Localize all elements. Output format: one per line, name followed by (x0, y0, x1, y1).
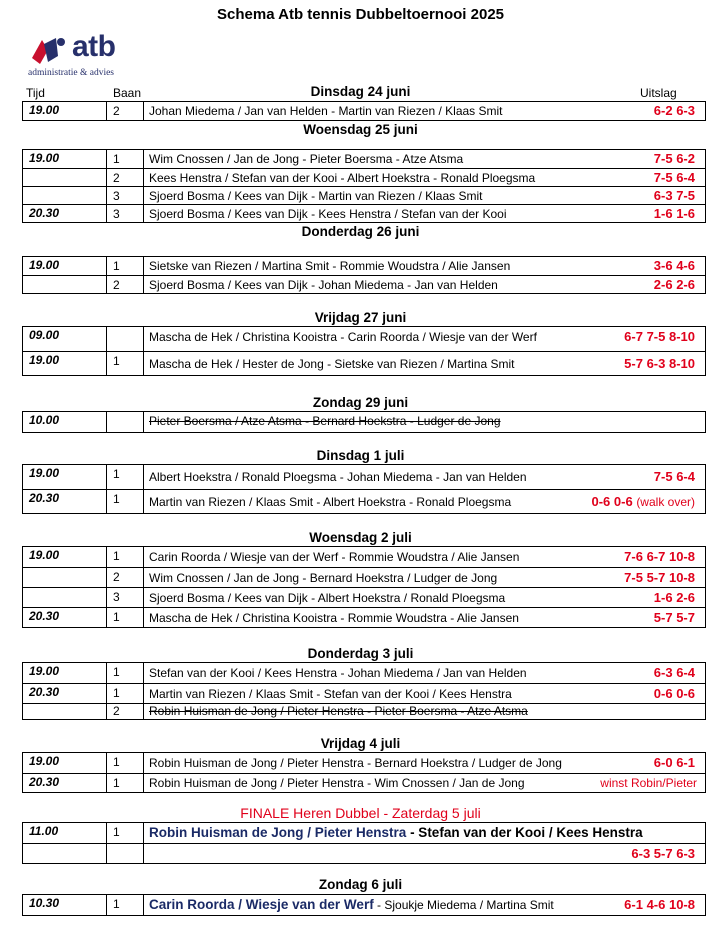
match-table (22, 752, 706, 793)
match-time: 19.00 (23, 150, 107, 168)
match-table (22, 662, 706, 720)
match-court: 2 (107, 276, 144, 293)
match-court: 1 (107, 895, 144, 915)
match-court: 1 (107, 663, 144, 683)
match-court: 1 (107, 823, 144, 843)
atb-logo (28, 30, 168, 80)
match-row (23, 773, 705, 792)
match-time (23, 187, 107, 204)
match-players: Johan Miedema / Jan van Helden - Martin van Riezen / Klaas Smit (149, 104, 503, 118)
match-time: 20.30 (23, 774, 107, 792)
match-court: 1 (107, 352, 144, 375)
match-time (23, 169, 107, 186)
match-row (23, 753, 705, 773)
match-time (23, 568, 107, 587)
match-players-cancelled: Robin Huisman de Jong / Pieter Henstra - Pieter Boersma - Atze Atsma (149, 704, 528, 718)
match-row (23, 186, 705, 204)
match-players: Sietske van Riezen / Martina Smit - Rommie Woudstra / Alie Jansen (149, 259, 511, 273)
match-court: 1 (107, 547, 144, 567)
match-row (23, 257, 705, 275)
match-court: 2 (107, 568, 144, 587)
match-time: 19.00 (23, 753, 107, 773)
match-table (22, 464, 706, 514)
match-time: 19.00 (23, 465, 107, 489)
match-row (23, 663, 705, 683)
opponent-pair: - Stefan van der Kooi / Kees Henstra (406, 825, 643, 840)
match-score: 7-5 6-4 (653, 170, 695, 185)
match-time: 20.30 (23, 608, 107, 627)
day-heading: Dinsdag 24 juni (310, 84, 411, 99)
match-score: 7-6 6-7 10-8 (624, 549, 695, 564)
match-score: 2-6 2-6 (653, 277, 695, 292)
atb-logo-mark-icon (28, 34, 72, 68)
match-row (23, 327, 705, 351)
match-players: Robin Huisman de Jong / Pieter Henstra - Wim Cnossen / Jan de Jong (149, 776, 525, 790)
match-players: Sjoerd Bosma / Kees van Dijk - Albert Hoekstra / Ronald Ploegsma (149, 591, 506, 605)
match-score: 5-7 6-3 8-10 (624, 356, 695, 371)
match-row (23, 567, 705, 587)
match-players: Sjoerd Bosma / Kees van Dijk - Kees Henstra / Stefan van der Kooi (149, 207, 507, 221)
match-court (107, 412, 144, 432)
match-score: 6-2 6-3 (653, 103, 695, 118)
match-score: 1-6 1-6 (653, 206, 695, 221)
match-players: Wim Cnossen / Jan de Jong - Pieter Boersma - Atze Atsma (149, 152, 464, 166)
match-table (22, 894, 706, 916)
match-players: Martin van Riezen / Klaas Smit - Stefan van der Kooi / Kees Henstra (149, 687, 512, 701)
match-row (23, 843, 705, 863)
finalist-pair: Robin Huisman de Jong / Pieter Henstra (149, 825, 407, 840)
match-score: 5-7 5-7 (653, 610, 695, 625)
match-players (149, 895, 705, 915)
finalist-pair: Carin Roorda / Wiesje van der Werf (149, 897, 374, 912)
match-score: 6-3 5-7 6-3 (631, 846, 695, 861)
match-players: Carin Roorda / Wiesje van der Werf - Rommie Woudstra / Alie Jansen (149, 550, 520, 564)
match-row (23, 351, 705, 375)
match-row (23, 204, 705, 222)
column-header-time: Tijd (26, 86, 45, 100)
match-time: 19.00 (23, 547, 107, 567)
match-court: 2 (107, 704, 144, 719)
match-row (23, 150, 705, 168)
day-heading: Dinsdag 1 juli (316, 448, 405, 463)
day-heading: Zondag 6 juli (318, 877, 403, 892)
opponent-pair: - Sjoukje Miedema / Martina Smit (373, 898, 554, 912)
page-title: Schema Atb tennis Dubbeltoernooi 2025 (217, 6, 504, 23)
match-row (23, 412, 705, 432)
match-row (23, 465, 705, 489)
logo-tagline: administratie & advies (28, 68, 115, 78)
match-players: Stefan van der Kooi / Kees Henstra - Johan Miedema / Jan van Helden (149, 666, 527, 680)
match-table (22, 411, 706, 433)
match-court: 1 (107, 150, 144, 168)
match-score: 1-6 2-6 (653, 590, 695, 605)
match-row (23, 102, 705, 120)
column-header-result: Uitslag (640, 86, 677, 100)
match-score-note: (walk over) (636, 495, 695, 509)
match-table (22, 326, 706, 376)
match-time: 19.00 (23, 257, 107, 275)
match-players-cancelled: Pieter Boersma / Atze Atsma - Bernard Hoekstra - Ludger de Jong (149, 414, 501, 428)
day-heading: Vrijdag 4 juli (320, 736, 401, 751)
match-score (591, 490, 695, 514)
day-heading: Vrijdag 27 juni (314, 310, 407, 325)
match-score: 0-6 0-6 (653, 686, 695, 701)
day-heading: Woensdag 25 juni (303, 122, 418, 137)
match-court: 1 (107, 257, 144, 275)
match-court: 1 (107, 753, 144, 773)
match-row (23, 168, 705, 186)
match-score-value: 0-6 0-6 (591, 494, 633, 509)
match-players: Mascha de Hek / Christina Kooistra - Carin Roorda / Wiesje van der Werf (149, 330, 537, 344)
match-court: 1 (107, 490, 144, 513)
match-row (23, 895, 705, 915)
match-court (107, 844, 144, 863)
match-time (23, 844, 107, 863)
match-table (22, 256, 706, 294)
match-time: 20.30 (23, 684, 107, 703)
match-court: 2 (107, 102, 144, 120)
logo-wordmark: atb (72, 30, 116, 63)
match-time (23, 276, 107, 293)
match-players: Martin van Riezen / Klaas Smit - Albert Hoekstra - Ronald Ploegsma (149, 495, 512, 509)
match-court: 1 (107, 684, 144, 703)
match-court: 2 (107, 169, 144, 186)
match-players: Albert Hoekstra / Ronald Ploegsma - Johan Miedema - Jan van Helden (149, 470, 527, 484)
match-row (23, 489, 705, 513)
match-score: 6-7 7-5 8-10 (624, 329, 695, 344)
match-court (107, 327, 144, 351)
match-time: 20.30 (23, 205, 107, 222)
match-row (23, 587, 705, 607)
match-players: Sjoerd Bosma / Kees van Dijk - Johan Miedema - Jan van Helden (149, 278, 498, 292)
match-row (23, 607, 705, 627)
match-time (23, 588, 107, 607)
match-time: 10.30 (23, 895, 107, 915)
match-court: 1 (107, 608, 144, 627)
match-score: 3-6 4-6 (653, 258, 695, 273)
match-players: Mascha de Hek / Christina Kooistra - Rommie Woudstra - Alie Jansen (149, 611, 519, 625)
match-players (149, 823, 705, 843)
match-players: Mascha de Hek / Hester de Jong - Sietske van Riezen / Martina Smit (149, 357, 515, 371)
match-score: 7-5 6-2 (653, 151, 695, 166)
match-row (23, 275, 705, 293)
match-players: Robin Huisman de Jong / Pieter Henstra - Bernard Hoekstra / Ludger de Jong (149, 756, 562, 770)
match-time: 20.30 (23, 490, 107, 513)
match-score: winst Robin/Pieter (600, 776, 697, 790)
match-court: 3 (107, 205, 144, 222)
match-court: 3 (107, 588, 144, 607)
match-score: 6-3 6-4 (653, 665, 695, 680)
match-time (23, 704, 107, 719)
final-heading: FINALE Heren Dubbel - Zaterdag 5 juli (240, 805, 481, 821)
match-players: Kees Henstra / Stefan van der Kooi - Albert Hoekstra - Ronald Ploegsma (149, 171, 536, 185)
match-time: 11.00 (23, 823, 107, 843)
match-time: 19.00 (23, 352, 107, 375)
match-time: 19.00 (23, 663, 107, 683)
match-row (23, 683, 705, 703)
match-table (22, 149, 706, 223)
day-heading: Donderdag 3 juli (307, 646, 414, 661)
match-row (23, 823, 705, 843)
column-header-court: Baan (113, 86, 142, 100)
match-score: 6-0 6-1 (653, 755, 695, 770)
match-court: 1 (107, 774, 144, 792)
match-time: 19.00 (23, 102, 107, 120)
match-score: 7-5 6-4 (653, 469, 695, 484)
match-time: 09.00 (23, 327, 107, 351)
match-row (23, 547, 705, 567)
day-heading: Zondag 29 juni (312, 395, 409, 410)
match-table (22, 822, 706, 864)
day-heading: Woensdag 2 juli (309, 530, 412, 545)
match-score: 6-3 7-5 (653, 188, 695, 203)
match-court: 1 (107, 465, 144, 489)
match-score: 6-1 4-6 10-8 (624, 897, 695, 912)
match-table (22, 546, 706, 628)
match-table (22, 101, 706, 121)
day-heading: Donderdag 26 juni (301, 224, 420, 239)
match-score: 7-5 5-7 10-8 (624, 570, 695, 585)
match-court: 3 (107, 187, 144, 204)
match-time: 10.00 (23, 412, 107, 432)
match-row (23, 703, 705, 719)
match-players: Sjoerd Bosma / Kees van Dijk - Martin van Riezen / Klaas Smit (149, 189, 483, 203)
match-players: Wim Cnossen / Jan de Jong - Bernard Hoekstra / Ludger de Jong (149, 571, 498, 585)
